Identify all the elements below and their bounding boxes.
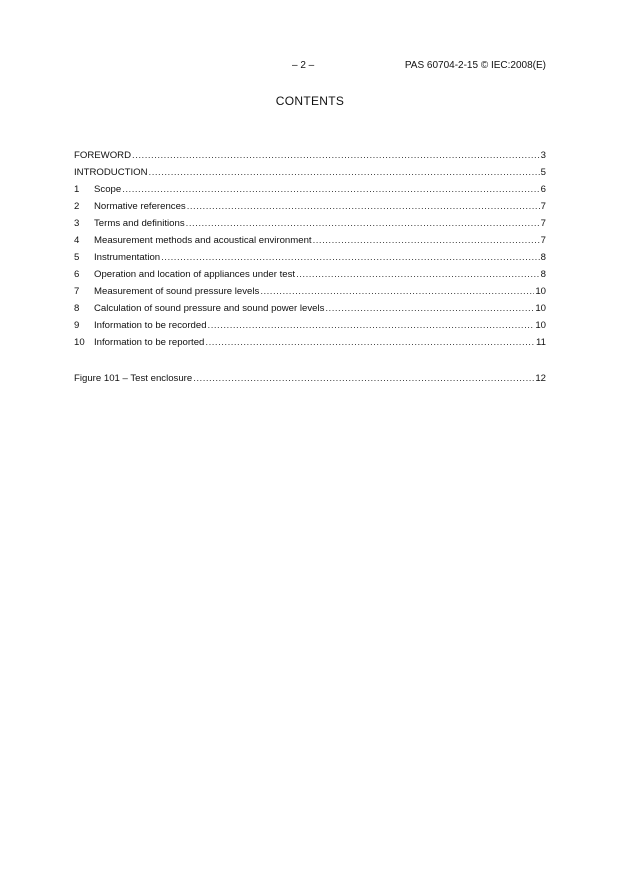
toc-entry-introduction[interactable] bbox=[74, 164, 546, 181]
toc-entry-label: Instrumentation bbox=[94, 252, 161, 263]
toc-entry-foreword[interactable] bbox=[74, 147, 546, 164]
toc-entry-label: INTRODUCTION bbox=[74, 167, 148, 178]
toc-entry-number: 6 bbox=[74, 269, 80, 280]
toc-entry-number: 7 bbox=[74, 286, 80, 297]
toc-entry-number: 5 bbox=[74, 252, 80, 263]
figure-entry-label: Figure 101 – Test enclosure bbox=[74, 373, 193, 384]
dot-leader bbox=[313, 232, 540, 249]
toc-entry-number: 2 bbox=[74, 201, 80, 212]
toc-entry-label: Terms and definitions bbox=[94, 218, 185, 229]
toc-entry-page: 6 bbox=[540, 184, 546, 195]
dot-leader bbox=[149, 164, 540, 181]
page-number-header: – 2 – bbox=[292, 60, 315, 71]
dot-leader bbox=[193, 370, 534, 387]
toc-entry-number: 10 bbox=[74, 337, 85, 348]
toc-entry-number: 3 bbox=[74, 218, 80, 229]
dot-leader bbox=[208, 317, 535, 334]
table-of-contents bbox=[74, 147, 546, 351]
toc-entry-page: 8 bbox=[540, 252, 546, 263]
toc-entry-label: Measurement methods and acoustical environment bbox=[94, 235, 312, 246]
toc-entry-number: 4 bbox=[74, 235, 80, 246]
dot-leader bbox=[205, 334, 535, 351]
toc-entry-page: 7 bbox=[540, 235, 546, 246]
toc-entry-page: 10 bbox=[535, 286, 546, 297]
dot-leader bbox=[122, 181, 539, 198]
toc-entry-page: 8 bbox=[540, 269, 546, 280]
toc-entry-page: 10 bbox=[535, 303, 546, 314]
toc-entry-label: Calculation of sound pressure and sound power levels bbox=[94, 303, 325, 314]
dot-leader bbox=[161, 249, 540, 266]
toc-entry-normative-references[interactable] bbox=[74, 198, 546, 215]
figure-entry-page: 12 bbox=[535, 373, 546, 384]
toc-entry-label: Measurement of sound pressure levels bbox=[94, 286, 260, 297]
toc-entry-label: Scope bbox=[94, 184, 122, 195]
toc-entry-page: 3 bbox=[540, 150, 546, 161]
contents-title: CONTENTS bbox=[275, 94, 345, 108]
toc-entry-measurement-of-sound-pressure[interactable] bbox=[74, 283, 546, 300]
toc-entry-label: Information to be recorded bbox=[94, 320, 207, 331]
document-reference: PAS 60704-2-15 © IEC:2008(E) bbox=[404, 60, 546, 71]
dot-leader bbox=[187, 198, 540, 215]
dot-leader bbox=[186, 215, 540, 232]
list-of-figures bbox=[74, 370, 546, 387]
toc-entry-label: Normative references bbox=[94, 201, 186, 212]
toc-entry-instrumentation[interactable] bbox=[74, 249, 546, 266]
dot-leader bbox=[325, 300, 534, 317]
toc-entry-label: Operation and location of appliances under test bbox=[94, 269, 296, 280]
toc-entry-page: 5 bbox=[540, 167, 546, 178]
toc-entry-page: 7 bbox=[540, 201, 546, 212]
dot-leader bbox=[132, 147, 540, 164]
toc-entry-number: 8 bbox=[74, 303, 80, 314]
toc-entry-information-reported[interactable] bbox=[74, 334, 546, 351]
toc-entry-number: 1 bbox=[74, 184, 80, 195]
toc-entry-information-recorded[interactable] bbox=[74, 317, 546, 334]
toc-entry-scope[interactable] bbox=[74, 181, 546, 198]
figure-entry-101[interactable] bbox=[74, 370, 546, 387]
toc-entry-page: 10 bbox=[535, 320, 546, 331]
toc-entry-page: 7 bbox=[540, 218, 546, 229]
toc-entry-number: 9 bbox=[74, 320, 80, 331]
toc-entry-label: Information to be reported bbox=[94, 337, 205, 348]
dot-leader bbox=[260, 283, 534, 300]
toc-entry-operation-and-location[interactable] bbox=[74, 266, 546, 283]
dot-leader bbox=[296, 266, 540, 283]
toc-entry-page: 11 bbox=[536, 337, 546, 348]
toc-entry-measurement-methods[interactable] bbox=[74, 232, 546, 249]
toc-entry-calculation[interactable] bbox=[74, 300, 546, 317]
toc-entry-label: FOREWORD bbox=[74, 150, 132, 161]
toc-entry-terms-and-definitions[interactable] bbox=[74, 215, 546, 232]
